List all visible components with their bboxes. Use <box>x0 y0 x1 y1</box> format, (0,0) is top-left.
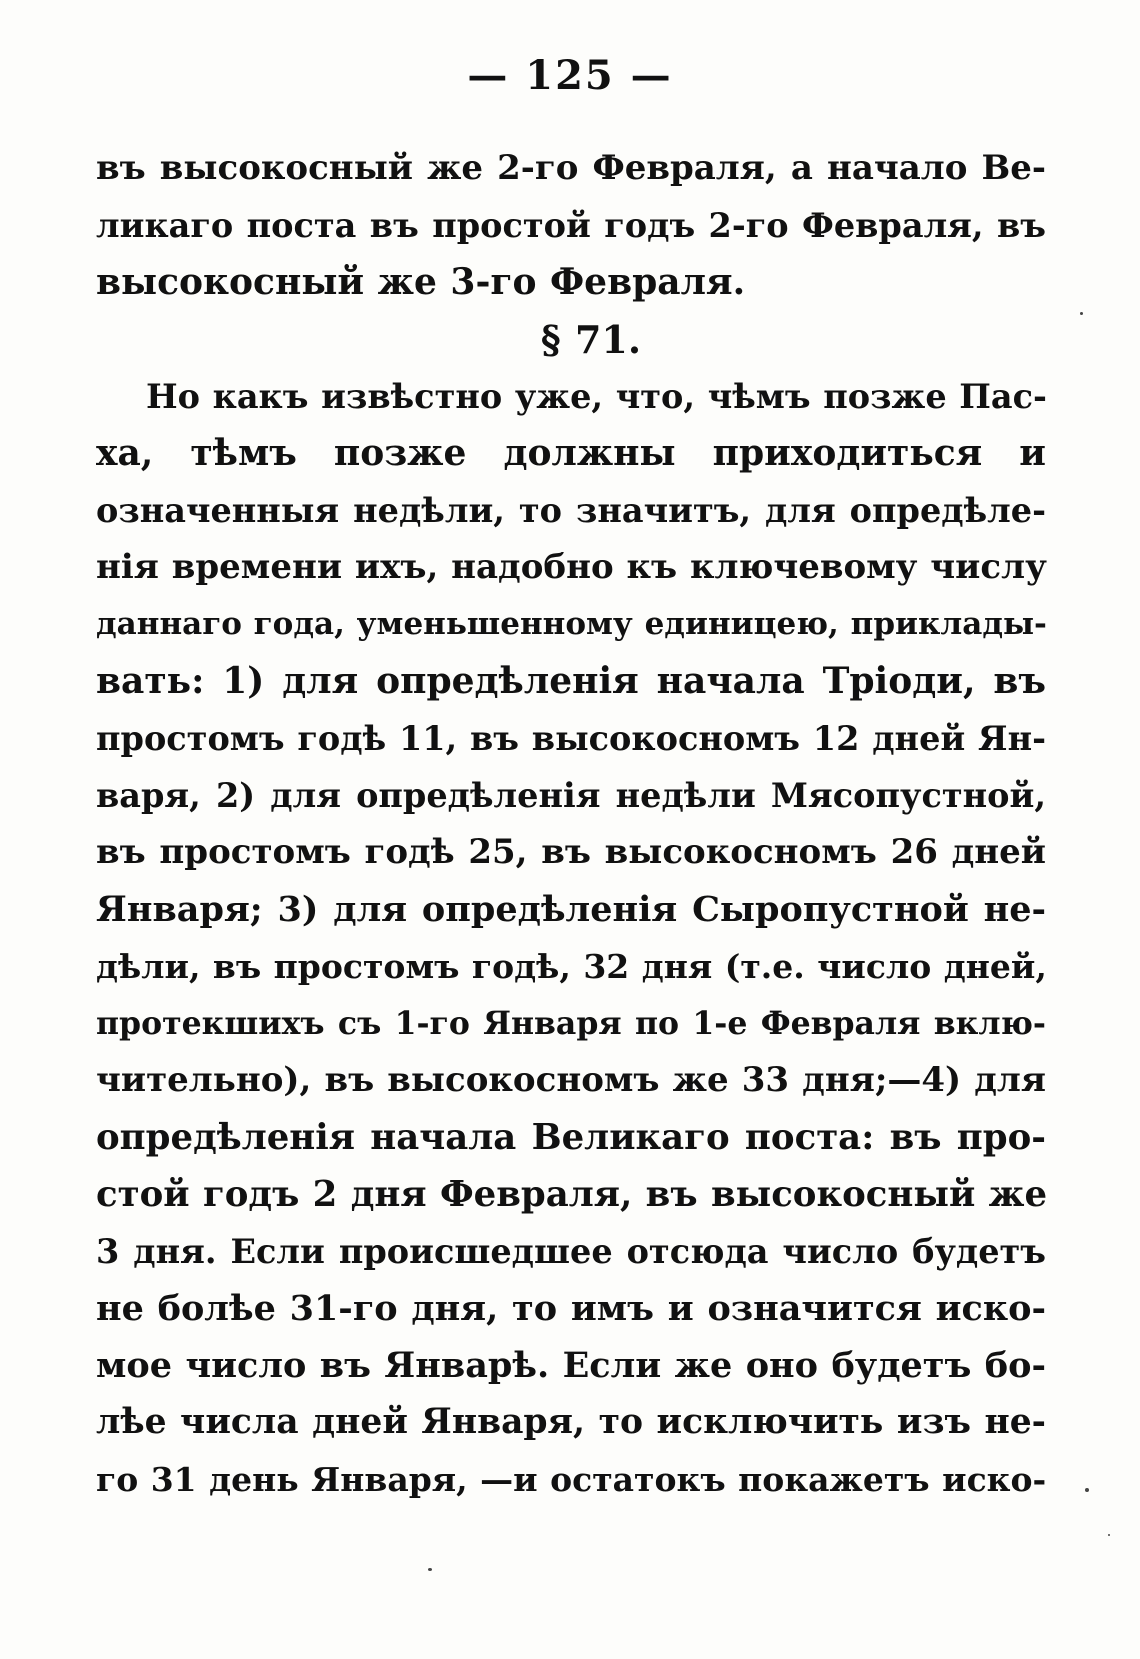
text-line: даннаго года, уменьшенному единицею, приклады- <box>96 606 1047 642</box>
text-line: высокосный же 3-го Февраля. <box>96 261 746 303</box>
text-line: варя, 2) для опредѣленія недѣли Мясопустной, <box>96 776 1046 815</box>
text-line: простомъ годѣ 11, въ высокосномъ 12 дней Ян- <box>96 719 1046 758</box>
text-line: Января; 3) для опредѣленія Сыропустной не- <box>96 889 1046 930</box>
text-line: стой годъ 2 дня Февраля, въ высокосный же <box>96 1174 1048 1215</box>
text-line: лѣе числа дней Января, то исключить изъ не- <box>96 1402 1046 1442</box>
text-line: мое число въ Январѣ. Если же оно будетъ бо- <box>96 1345 1046 1386</box>
body-text <box>96 140 1046 1508</box>
text-line: вать: 1) для опредѣленія начала Тріоди, въ <box>96 660 1046 702</box>
text-line: въ простомъ годѣ 25, въ высокосномъ 26 дней <box>96 832 1046 872</box>
ink-speck <box>428 1568 432 1571</box>
section-heading: § 71. <box>540 317 642 362</box>
text-line: Но какъ извѣстно уже, что, чѣмъ позже Пас- <box>146 377 1047 416</box>
text-line: 3 дня. Если происшедшее отсюда число будетъ <box>96 1232 1046 1271</box>
text-line: ликаго поста въ простой годъ 2-го Февраля, въ <box>96 206 1046 245</box>
text-line: протекшихъ съ 1-го Января по 1-е Февраля вклю- <box>96 1005 1046 1042</box>
text-line: въ высокосный же 2-го Февраля, а начало Ве- <box>96 148 1046 188</box>
text-line: нія времени ихъ, надобно къ ключевому числу <box>96 547 1047 587</box>
ink-speck <box>1108 1534 1110 1536</box>
text-line: означенныя недѣли, то значитъ, для опредѣле- <box>96 491 1046 530</box>
text-line: ха, тѣмъ позже должны приходиться и <box>96 432 1046 474</box>
ink-speck <box>1085 1488 1089 1492</box>
text-line: дѣли, въ простомъ годѣ, 32 дня (т.е. число дней, <box>96 947 1047 986</box>
text-line: го 31 день Января, —и остатокъ покажетъ иско- <box>96 1460 1047 1499</box>
page-number: — 125 — <box>467 52 673 99</box>
text-line: чительно), въ высокосномъ же 33 дня;—4) для <box>96 1060 1046 1100</box>
text-line: не болѣе 31-го дня, то имъ и означится иско- <box>96 1288 1046 1329</box>
text-line: опредѣленія начала Великаго поста: въ про- <box>96 1117 1046 1158</box>
ink-speck <box>1080 312 1083 315</box>
